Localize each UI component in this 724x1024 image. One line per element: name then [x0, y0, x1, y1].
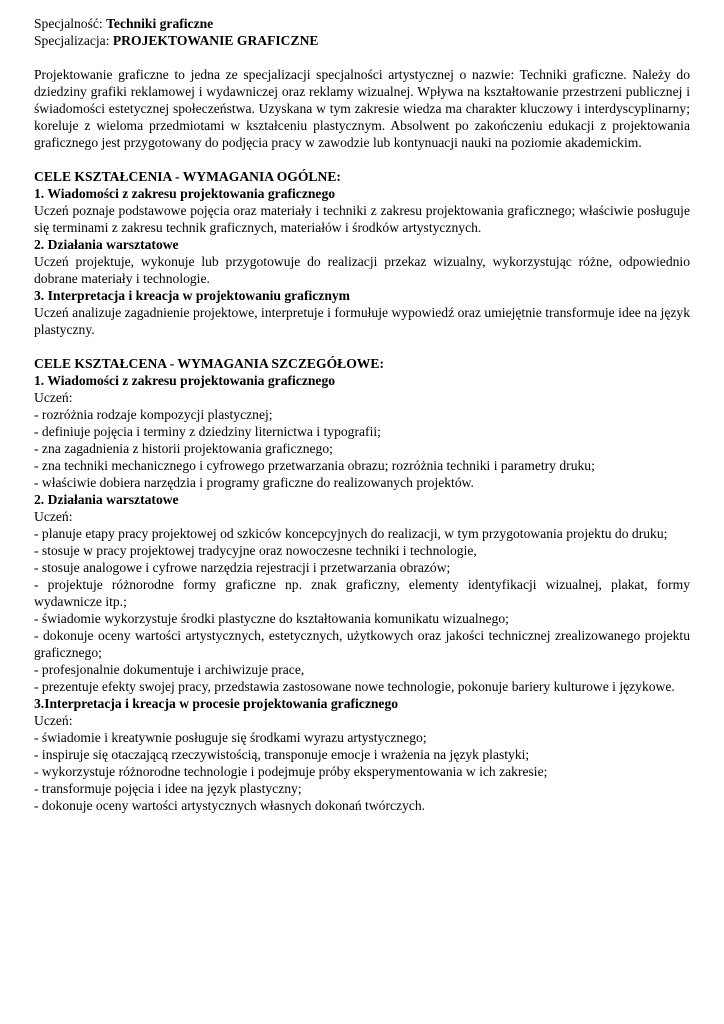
specialty-line	[34, 15, 690, 32]
detailed-section-2-title: 2. Działania warsztatowe	[34, 492, 179, 507]
detailed-section-1-lead: Uczeń:	[34, 390, 73, 405]
list-item: - świadomie wykorzystuje środki plastyczne do kształtowania komunikatu wizualnego;	[34, 611, 509, 626]
detailed-section-2-list	[34, 525, 690, 695]
list-item: - transformuje pojęcia i idee na język plastyczny;	[34, 781, 302, 796]
general-section-3-text: Uczeń analizuje zagadnienie projektowe, interpretuje i formułuje wypowiedź oraz umiejętnie transformuje idee na język plastyczny.	[34, 305, 690, 337]
spacer	[34, 49, 690, 66]
list-item: - stosuje analogowe i cyfrowe narzędzia rejestracji i przetwarzania obrazów;	[34, 560, 451, 575]
specialty-label: Specjalność:	[34, 16, 107, 31]
detailed-section-3-title: 3.Interpretacja i kreacja w procesie projektowania graficznego	[34, 696, 399, 711]
list-item: - dokonuje oceny wartości artystycznych własnych dokonań twórczych.	[34, 798, 426, 813]
general-section-1-title: 1. Wiadomości z zakresu projektowania graficznego	[34, 186, 336, 201]
list-item: - profesjonalnie dokumentuje i archiwizuje prace,	[34, 662, 305, 677]
general-heading: CELE KSZTAŁCENIA - WYMAGANIA OGÓLNE:	[34, 169, 341, 184]
specialty-value: Techniki graficzne	[106, 16, 214, 31]
list-item: - świadomie i kreatywnie posługuje się środkami wyrazu artystycznego;	[34, 730, 427, 745]
detailed-section-2-lead: Uczeń:	[34, 509, 73, 524]
list-item: - projektuje różnorodne formy graficzne np. znak graficzny, elementy identyfikacji wizualnej, plakat, formy wydawnicze itp.;	[34, 577, 690, 609]
list-item: - zna zagadnienia z historii projektowania graficznego;	[34, 441, 333, 456]
detailed-section-3-list	[34, 729, 690, 814]
list-item: - inspiruje się otaczającą rzeczywistością, transponuje emocje i wrażenia na język plastyki;	[34, 747, 530, 762]
intro-paragraph: Projektowanie graficzne to jedna ze specjalizacji specjalności artystycznej o nazwie: Techniki graficzne. Należy do dziedziny grafiki reklamowej i wydawniczej oraz reklamy wizualnej. Wpływa na kształtowanie przestrzeni publicznej i świadomości estetycznej społeczeństwa. Uzyskana w tym zakresie wiedza ma charakter kluczowy i interdyscyplinarny; koreluje z wieloma przedmiotami w kształceniu plastycznym. Absolwent po zakończeniu edukacji z projektowania graficznego jest przygotowany do podjęcia pracy w zawodzie lub kontynuacji nauki na poziomie akademickim.	[34, 67, 690, 150]
list-item: - rozróżnia rodzaje kompozycji plastycznej;	[34, 407, 273, 422]
general-section-1-text: Uczeń poznaje podstawowe pojęcia oraz materiały i techniki z zakresu projektowania graficznego; właściwie posługuje się terminami z zakresu technik graficznych, materiałów i środków artystycznych.	[34, 203, 690, 235]
list-item: - wykorzystuje różnorodne technologie i podejmuje próby eksperymentowania w ich zakresie;	[34, 764, 548, 779]
detailed-heading: CELE KSZTAŁCENA - WYMAGANIA SZCZEGÓŁOWE:	[34, 356, 384, 371]
general-section-2-text: Uczeń projektuje, wykonuje lub przygotowuje do realizacji przekaz wizualny, wykorzystując różne, odpowiednio dobrane materiały i technologie.	[34, 254, 690, 286]
specialization-value: PROJEKTOWANIE GRAFICZNE	[112, 33, 319, 48]
general-section-2-title: 2. Działania warsztatowe	[34, 237, 179, 252]
specialization-line	[34, 32, 690, 49]
list-item: - prezentuje efekty swojej pracy, przedstawia zastosowane nowe technologie, pokonuje bariery kulturowe i językowe.	[34, 679, 675, 694]
spacer	[34, 151, 690, 168]
list-item: - dokonuje oceny wartości artystycznych, estetycznych, użytkowych oraz jakości technicznej zrealizowanego projektu graficznego;	[34, 628, 690, 660]
detailed-section-3-lead: Uczeń:	[34, 713, 73, 728]
general-section-3-title: 3. Interpretacja i kreacja w projektowaniu graficznym	[34, 288, 351, 303]
list-item: - definiuje pojęcia i terminy z dziedziny liternictwa i typografii;	[34, 424, 381, 439]
specialization-label: Specjalizacja:	[34, 33, 113, 48]
list-item: - zna techniki mechanicznego i cyfrowego przetwarzania obrazu; rozróżnia techniki i parametry druku;	[34, 458, 595, 473]
list-item: - stosuje w pracy projektowej tradycyjne oraz nowoczesne techniki i technologie,	[34, 543, 477, 558]
detailed-section-1-title: 1. Wiadomości z zakresu projektowania graficznego	[34, 373, 336, 388]
detailed-section-1-list	[34, 406, 690, 491]
list-item: - właściwie dobiera narzędzia i programy graficzne do realizowanych projektów.	[34, 475, 474, 490]
list-item: - planuje etapy pracy projektowej od szkiców koncepcyjnych do realizacji, w tym przygotowania projektu do druku;	[34, 526, 668, 541]
spacer	[34, 338, 690, 355]
